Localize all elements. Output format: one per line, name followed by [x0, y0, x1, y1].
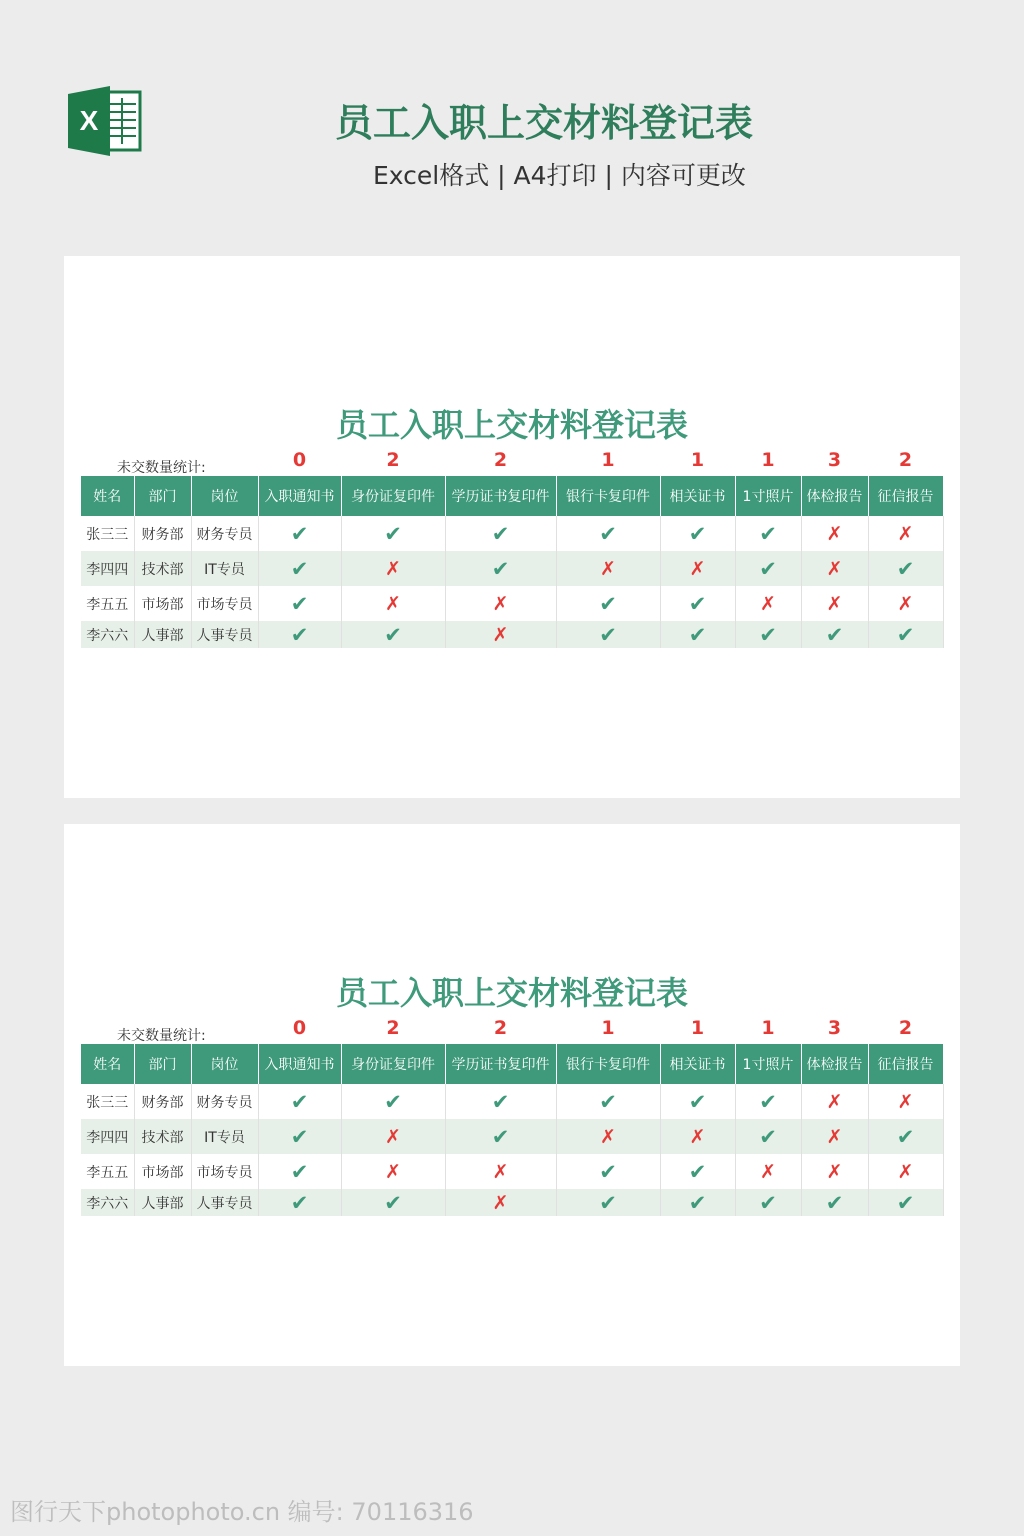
check-icon [341, 621, 445, 648]
missing-count-value: 3 [827, 1017, 842, 1039]
submission-mark: ✔ [896, 1190, 915, 1215]
cross-icon [801, 551, 868, 586]
check-icon [258, 586, 341, 621]
cell-dept: 财务部 [134, 1084, 191, 1119]
table-row [81, 516, 943, 551]
check-icon [341, 1189, 445, 1216]
cross-icon [341, 586, 445, 621]
registration-table [81, 476, 944, 648]
check-icon [735, 551, 801, 586]
column-header: 岗位 [191, 1044, 258, 1084]
table-row [81, 621, 943, 648]
cross-icon [556, 1119, 660, 1154]
table-row [81, 586, 943, 621]
column-header: 体检报告 [801, 1044, 868, 1084]
submission-mark: ✗ [897, 592, 914, 615]
cross-icon [735, 1154, 801, 1189]
submission-mark: ✗ [897, 1090, 914, 1113]
submission-mark: ✔ [759, 1089, 777, 1114]
missing-count-value: 1 [761, 1017, 775, 1039]
check-icon [258, 516, 341, 551]
submission-mark: ✗ [826, 1160, 843, 1183]
cross-icon [445, 1189, 556, 1216]
cell-post: 财务专员 [191, 516, 258, 551]
cell-post: 市场专员 [191, 1154, 258, 1189]
missing-count-value: 1 [601, 1017, 615, 1039]
submission-mark: ✔ [825, 1190, 844, 1215]
submission-mark: ✔ [384, 622, 402, 647]
check-icon [868, 551, 943, 586]
check-icon [445, 551, 556, 586]
submission-mark: ✗ [492, 592, 509, 615]
check-icon [445, 516, 556, 551]
column-header: 入职通知书 [258, 476, 341, 516]
submission-mark: ✗ [826, 522, 843, 545]
page-title: 员工入职上交材料登记表 [335, 101, 754, 145]
check-icon [341, 516, 445, 551]
missing-count-value: 2 [898, 449, 913, 471]
missing-count-value: 1 [761, 449, 775, 471]
svg-text:X: X [79, 105, 99, 136]
submission-mark: ✔ [688, 622, 707, 647]
column-header: 1寸照片 [735, 1044, 801, 1084]
cell-name: 李六六 [81, 1189, 134, 1216]
cell-dept: 市场部 [134, 1154, 191, 1189]
table-row [81, 1189, 943, 1216]
submission-mark: ✔ [896, 622, 915, 647]
submission-mark: ✔ [688, 1159, 707, 1184]
submission-mark: ✔ [599, 1190, 617, 1215]
column-header: 体检报告 [801, 476, 868, 516]
check-icon [868, 621, 943, 648]
cross-icon [556, 551, 660, 586]
cell-post: IT专员 [191, 551, 258, 586]
cross-icon [801, 1154, 868, 1189]
submission-mark: ✗ [385, 557, 401, 580]
column-header: 部门 [134, 476, 191, 516]
submission-mark: ✔ [384, 1190, 402, 1215]
submission-mark: ✔ [599, 1159, 617, 1184]
check-icon [801, 621, 868, 648]
submission-mark: ✗ [760, 1160, 776, 1183]
cell-name: 李五五 [81, 1154, 134, 1189]
cell-name: 李六六 [81, 621, 134, 648]
submission-mark: ✔ [290, 1159, 309, 1184]
submission-mark: ✔ [825, 622, 844, 647]
cell-post: 人事专员 [191, 621, 258, 648]
cell-name: 张三三 [81, 516, 134, 551]
submission-mark: ✗ [600, 1125, 616, 1148]
submission-mark: ✗ [826, 592, 843, 615]
submission-mark: ✔ [759, 1124, 777, 1149]
submission-mark: ✗ [689, 1125, 706, 1148]
check-icon [556, 1154, 660, 1189]
missing-count-value: 2 [493, 449, 508, 471]
submission-mark: ✔ [290, 622, 309, 647]
cross-icon [868, 1154, 943, 1189]
submission-mark: ✔ [491, 1089, 510, 1114]
check-icon [341, 1084, 445, 1119]
cell-dept: 人事部 [134, 1189, 191, 1216]
submission-mark: ✔ [384, 521, 402, 546]
cell-name: 李四四 [81, 551, 134, 586]
submission-mark: ✔ [688, 591, 707, 616]
submission-mark: ✗ [826, 557, 843, 580]
table-row [81, 1119, 943, 1154]
cell-dept: 技术部 [134, 1119, 191, 1154]
cross-icon [445, 586, 556, 621]
missing-count-value: 2 [386, 1017, 400, 1039]
submission-mark: ✔ [599, 622, 617, 647]
cross-icon [868, 1084, 943, 1119]
cross-icon [735, 586, 801, 621]
missing-count-value: 2 [493, 1017, 508, 1039]
column-header: 姓名 [81, 476, 134, 516]
cross-icon [341, 1154, 445, 1189]
submission-mark: ✔ [384, 1089, 402, 1114]
missing-count-value: 0 [292, 1017, 307, 1039]
missing-count-value: 0 [292, 449, 307, 471]
check-icon [445, 1084, 556, 1119]
cross-icon [868, 586, 943, 621]
cell-name: 张三三 [81, 1084, 134, 1119]
check-icon [556, 621, 660, 648]
missing-count-label: 未交数量统计: [117, 460, 206, 476]
submission-mark: ✔ [599, 521, 617, 546]
check-icon [258, 1119, 341, 1154]
submission-mark: ✗ [492, 623, 509, 646]
missing-count-value: 2 [386, 449, 400, 471]
cell-name: 李四四 [81, 1119, 134, 1154]
submission-mark: ✗ [385, 1125, 401, 1148]
check-icon [660, 586, 735, 621]
check-icon [735, 1084, 801, 1119]
check-icon [660, 621, 735, 648]
column-header: 银行卡复印件 [556, 476, 660, 516]
cell-dept: 财务部 [134, 516, 191, 551]
check-icon [660, 1154, 735, 1189]
cross-icon [341, 551, 445, 586]
column-header: 征信报告 [868, 476, 943, 516]
column-header: 银行卡复印件 [556, 1044, 660, 1084]
check-icon [258, 1189, 341, 1216]
column-header: 身份证复印件 [341, 476, 445, 516]
cell-post: IT专员 [191, 1119, 258, 1154]
cross-icon [801, 1119, 868, 1154]
sheet-preview-2 [64, 824, 960, 1366]
submission-mark: ✔ [290, 521, 309, 546]
column-header: 学历证书复印件 [445, 476, 556, 516]
column-header: 部门 [134, 1044, 191, 1084]
check-icon [660, 1084, 735, 1119]
submission-mark: ✔ [759, 556, 777, 581]
submission-mark: ✗ [492, 1160, 509, 1183]
submission-mark: ✔ [599, 1089, 617, 1114]
submission-mark: ✔ [688, 1089, 707, 1114]
check-icon [660, 1189, 735, 1216]
table-row [81, 1154, 943, 1189]
cross-icon [445, 621, 556, 648]
check-icon [801, 1189, 868, 1216]
submission-mark: ✔ [759, 1190, 777, 1215]
page-subtitle: Excel格式 | A4打印 | 内容可更改 [373, 161, 746, 190]
submission-mark: ✔ [290, 1124, 309, 1149]
check-icon [556, 1189, 660, 1216]
submission-mark: ✗ [826, 1125, 843, 1148]
submission-mark: ✔ [896, 556, 915, 581]
column-header: 1寸照片 [735, 476, 801, 516]
submission-mark: ✔ [896, 1124, 915, 1149]
cross-icon [660, 551, 735, 586]
sheet-title: 员工入职上交材料登记表 [335, 406, 688, 444]
sheet-preview-1 [64, 256, 960, 798]
cell-post: 财务专员 [191, 1084, 258, 1119]
submission-mark: ✔ [290, 556, 309, 581]
column-header: 相关证书 [660, 476, 735, 516]
submission-mark: ✗ [760, 592, 776, 615]
check-icon [735, 516, 801, 551]
submission-mark: ✔ [688, 1190, 707, 1215]
cross-icon [660, 1119, 735, 1154]
excel-icon [68, 86, 142, 156]
cross-icon [868, 516, 943, 551]
check-icon [868, 1189, 943, 1216]
submission-mark: ✗ [897, 1160, 914, 1183]
submission-mark: ✔ [759, 622, 777, 647]
page-header [0, 0, 1024, 230]
submission-mark: ✗ [600, 557, 616, 580]
check-icon [258, 1084, 341, 1119]
check-icon [258, 551, 341, 586]
submission-mark: ✔ [290, 1089, 309, 1114]
missing-count-value: 1 [690, 1017, 705, 1039]
submission-mark: ✗ [689, 557, 706, 580]
check-icon [258, 621, 341, 648]
column-header: 岗位 [191, 476, 258, 516]
submission-mark: ✗ [826, 1090, 843, 1113]
submission-mark: ✗ [492, 1191, 509, 1214]
submission-mark: ✔ [491, 556, 510, 581]
registration-table [81, 1044, 944, 1216]
submission-mark: ✗ [385, 1160, 401, 1183]
column-header: 学历证书复印件 [445, 1044, 556, 1084]
submission-mark: ✗ [897, 522, 914, 545]
check-icon [556, 516, 660, 551]
check-icon [258, 1154, 341, 1189]
submission-mark: ✔ [290, 1190, 309, 1215]
check-icon [660, 516, 735, 551]
check-icon [556, 1084, 660, 1119]
table-row [81, 551, 943, 586]
cell-post: 市场专员 [191, 586, 258, 621]
submission-mark: ✔ [491, 1124, 510, 1149]
check-icon [556, 586, 660, 621]
cell-dept: 技术部 [134, 551, 191, 586]
cross-icon [801, 1084, 868, 1119]
check-icon [868, 1119, 943, 1154]
column-header: 征信报告 [868, 1044, 943, 1084]
table-header-row [81, 476, 943, 516]
check-icon [735, 1189, 801, 1216]
check-icon [735, 621, 801, 648]
cross-icon [801, 586, 868, 621]
column-header: 相关证书 [660, 1044, 735, 1084]
column-header: 入职通知书 [258, 1044, 341, 1084]
table-header-row [81, 1044, 943, 1084]
check-icon [735, 1119, 801, 1154]
check-icon [445, 1119, 556, 1154]
submission-mark: ✗ [385, 592, 401, 615]
cross-icon [801, 516, 868, 551]
cell-dept: 市场部 [134, 586, 191, 621]
cell-post: 人事专员 [191, 1189, 258, 1216]
sheet-title: 员工入职上交材料登记表 [335, 974, 688, 1012]
column-header: 姓名 [81, 1044, 134, 1084]
column-header: 身份证复印件 [341, 1044, 445, 1084]
missing-count-value: 1 [690, 449, 705, 471]
table-row [81, 1084, 943, 1119]
missing-count-label: 未交数量统计: [117, 1028, 206, 1044]
submission-mark: ✔ [688, 521, 707, 546]
submission-mark: ✔ [491, 521, 510, 546]
cross-icon [445, 1154, 556, 1189]
missing-count-value: 2 [898, 1017, 913, 1039]
cell-name: 李五五 [81, 586, 134, 621]
watermark: 图行天下photophoto.cn 编号: 70116316 [10, 1498, 474, 1526]
missing-count-value: 1 [601, 449, 615, 471]
submission-mark: ✔ [759, 521, 777, 546]
cell-dept: 人事部 [134, 621, 191, 648]
submission-mark: ✔ [599, 591, 617, 616]
cross-icon [341, 1119, 445, 1154]
missing-count-value: 3 [827, 449, 842, 471]
submission-mark: ✔ [290, 591, 309, 616]
